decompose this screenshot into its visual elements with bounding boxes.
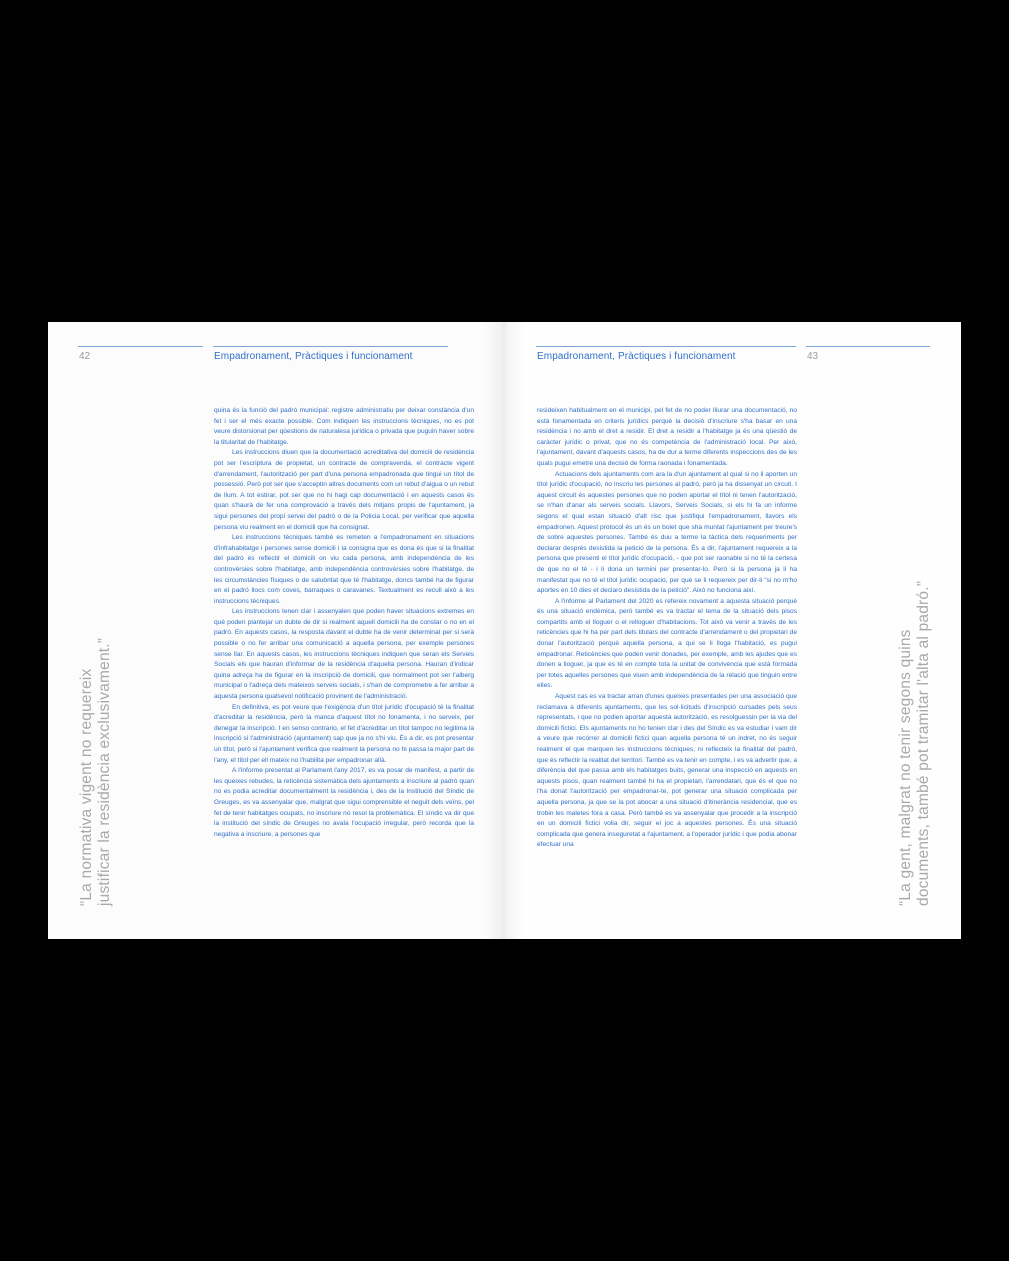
running-head: Empadronament, Pràctiques i funcionament: [214, 351, 413, 362]
paragraph: A l'informe al Parlament del 2020 es refereix novament a aquesta situació perquè és una situació endèmica, però també es va tractar el tema de la situació dels pisos compartits amb el lloguer o el relloguer d'habitacions. Tot això va venir a través de les reticències que hi ha per part dels titulars del contracte d'arrendament o del propietari de donar l'autorització perquè aquella persona, a qui se li lloga l'habitació, es pugui empadronar. Reticències que poden venir donades, per exemple, amb les ajudes que es donen a lloguer, ja que es té en compte tota la unitat de convivència que està formada per totes aquelles persones que viuen amb independència de la relació que tinguin entre elles.: [537, 597, 797, 690]
header-rule-short: [78, 346, 203, 347]
paragraph: Les instruccions tenen clar i assenyalen que poden haver situacions extremes en què poden plantejar un dubte de dir si realment aquell domicili ha de constar o no en el padró. En aquests casos, la resposta davant el dubte ha de venir determinat per si serà possible o no fer arribar una comunicació a aquella persona, per exemple persones sense llar. En aquests casos, les instruccions tècniques indiquen que seran els Serveis Socials els que hauran d'informar de la residència d'aquella persona. Hauran d'indicar quina adreça ha de figurar en la inscripció de domicili, que normalment pot ser l'alberg municipal o l'adreça dels mateixos serveis socials, i s'han de comprometre a fer arribar a aquesta persona qualsevol notificació provinent de l'administració.: [214, 608, 474, 701]
pull-quote: [78, 631, 114, 906]
header-rule-short: [806, 346, 930, 347]
pull-quote-line: “La gent, malgrat no tenir segons quins: [897, 629, 914, 906]
body-text: [214, 406, 474, 840]
paragraph: Actuacions dels ajuntaments com ara la d'un ajuntament al qual si no li aporten un títol jurídic d'ocupació, no inscriu les persones al padró, però ja ha dissenyat un circuit. I aquest circuit és aquestes persones que no poden aportar el títol ni tenen l'autorització, se n'han d'anar als serveis socials. Llavors, Serveis Socials, si els hi fa un informe segons el qual estan situació d'alt risc que justifiqui l'empadronament, llavors els empadronen. Aquest protocol és un és un bolet que sha muntat l'ajuntament per treure's de sobre aquestes persones. També és duu a terme la tàctica dels requeriments per declarar després desistida la petició de la persona. És a dir, l'ajuntament requereix a la persona que presenti el títol jurídic d'ocupació, - que pot ser raonable si no té la certesa de que no el té - i li dona un termini per presentar-lo. Però si la persona ja li ha manifestat que no té el títol jurídic ocupació, per què se li requereix per dir-li "si no m'ho aportes en 10 dies et declaro desistida de la petició". Això no funciona així.: [537, 470, 797, 595]
paragraph: quina és la funció del padró municipal: registre administratiu per deixar constància d'un fet i ser el més exacte possible. Com indiquen les instruccions tècniques, no es pot veure distorsionat per qüestions de naturalesa jurídica o privada que puguin haver sobre la titularitat de l'habitatge.: [214, 407, 474, 446]
paragraph: A l'informe presentat al Parlament l'any 2017, es va posar de manifest, a partir de les queixes rebudes, la reticència sistemàtica dels ajuntaments a inscriure al padró quan no es podia acreditar documentalment la residència i, des de la Institució del Síndic de Greuges, es va assenyalar que, malgrat que sigui comprensible el neguit dels veïns, pel fet de tenir habitatges ocupats, no inscriure no resol la problemàtica. El síndic va dir que la institució del síndic de Greuges no avala l'ocupació irregular, però recorda que la negativa a inscriure, a persones que: [214, 767, 474, 838]
left-page: [48, 322, 504, 939]
paragraph: resideixen habitualment en el municipi, pel fet de no poder lliurar una documentació, no està fonamentada en criteris jurídics perquè la decisió d'inscriure s'ha basar en una residència i no amb el dret a residir. El dret a residir a l'habitatge ja és una qüestió de caràcter jurídic o privat, que no és competència de l'administració local. Per això, l'ajuntament, davant d'aquests casos, ha de dur a terme diferents inspeccions des de les quals pugui emetre una decisió de forma raonada i fonamentada.: [537, 407, 797, 467]
header-rule-long: [536, 346, 796, 347]
book-spread: [48, 322, 961, 939]
pull-quote: [897, 580, 933, 906]
pull-quote-line: justificar la residència exclusivament.”: [96, 637, 113, 906]
pull-quote-line: “La normativa vigent no requereix: [78, 668, 95, 906]
running-head: Empadronament, Pràctiques i funcionament: [537, 351, 736, 362]
pull-quote-line: documents, també pot tramitar l'alta al padró.”: [915, 580, 932, 906]
body-text: [537, 406, 797, 851]
page-number: 42: [79, 351, 91, 362]
right-page: [504, 322, 961, 939]
paragraph: En definitiva, es pot veure que l'exigència d'un títol jurídic d'ocupació té la finalitat d'acreditar la residència, però la manca d'aquest títol no fonamenta, i no serveix, per denegar la inscripció. I en senso contrario, el fet d'acreditar un títol tampoc no legitima la inscripció si l'administració (ajuntament) sap que ja no s'hi viu. És a dir, es pot presentar un títol, però si l'ajuntament verifica que realment la persona no hi passa la major part de l'any, el títol per ell mateix no l'habilita per empadronar allà.: [214, 703, 474, 764]
paragraph: Les instruccions diuen que la documentació acreditativa del domicili de residència pot ser l'escriptura de propietat, un contracte de compravenda, el contracte vigent d'arrendament, l'autorització per part d'una persona empadronada que tingui un títol de possessió. Però pot ser que s'acceptin altres documents com un rebut d'aigua o un rebut de llum. A tot estirar, pot ser que no hi hagi cap documentació i en aquests casos és quan s'haurà de fer una comprovació a través dels mitjans propis de l'ajuntament, ja sigui persones del propi servei del padró o de la Policia Local, per verificar que aquella persona viu realment en el domicili que ha consignat.: [214, 449, 474, 531]
page-number: 43: [807, 351, 819, 362]
paragraph: Aquest cas es va tractar arran d'unes queixes presentades per una associació que reclamava a diferents ajuntaments, que les sol·licituds d'inscripció cursades pels seus representats, i que no podien aportar aquesta autorització, es resolguessin per la via del domicili fictici. Els ajuntaments no ho tenien clar i des del Síndic es va estudiar i vam dir a veure que recórrer al domicili fictici quan aquella persona té un indret, no és seguir realment el que marquen les instruccions tècniques, ni reflecteix la finalitat del padró, que és reflectir la realitat del territori. També es va tenir en compte, i es va advertir que, a diferència del que passa amb els habitatges buits, generar una inspecció en aquests en aquests pisos, quan realment també hi ha el propietari, l'arrendatari, que és el que no l'ha donat l'autorització per empadronar-te, pot generar una situació complicada per aquella persona, ja que se la pot abocar a una situació d'itinerància residencial, que es trobin les maletes fora a casa. Però també es va assenyalar que procedir a la inscripció en un domicili fictici volia dir, seguir el joc a aquestes persones. És una situació complicada que genera inseguretat a l'ajuntament, a l'operador jurídic i que podia abonar efectuar una: [537, 693, 797, 849]
paragraph: Les instruccions tècniques també es remeten a l'empadronament en situacions d'infrahabitatge i persones sense domicili i la consigna que es dona és que si la finalitat del padró és reflectir el domicili on viu cada persona, amb independència de les controvèrsies sobre l'habitatge, amb independència controvèrsies sobre l'habitatge, de les circumstàncies físiques o de salubritat que té l'habitatge, doncs també ha de figurar en el padró llocs com coves, barraques o caravanes. Textualment es recull això a les instruccions tècniques.: [214, 534, 474, 605]
header-rule-long: [213, 346, 448, 347]
